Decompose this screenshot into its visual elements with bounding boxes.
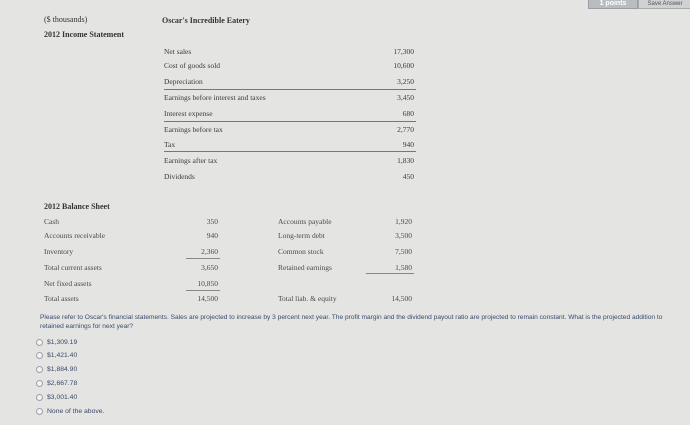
- radio-button[interactable]: [36, 394, 43, 401]
- income-row-value: 10,600: [393, 61, 414, 70]
- question-text: Please refer to Oscar's financial statements. Sales are projected to increase by 3 percent next year. The profit margin and the dividend payout ratio are projected to remain constant. What is the projected addition to retained earnings for next year?: [40, 314, 663, 330]
- divider: [186, 290, 220, 291]
- divider: [164, 89, 416, 90]
- asset-value: 2,360: [201, 247, 218, 256]
- divider: [366, 273, 414, 274]
- income-row-value: 450: [402, 172, 414, 181]
- income-row-value: 17,300: [393, 47, 414, 56]
- asset-label: Cash: [44, 217, 59, 226]
- asset-value: 10,850: [197, 279, 218, 288]
- liability-label: Total liab. & equity: [278, 294, 337, 303]
- liability-value: 7,500: [395, 247, 412, 256]
- radio-button[interactable]: [36, 408, 43, 415]
- company-name: Oscar's Incredible Eatery: [162, 16, 250, 25]
- answer-option-label: None of the above.: [47, 407, 105, 415]
- income-row-label: Earnings after tax: [164, 156, 218, 165]
- balance-sheet-title: 2012 Balance Sheet: [44, 202, 110, 211]
- asset-label: Inventory: [44, 247, 74, 256]
- liability-value: 14,500: [391, 294, 412, 303]
- answer-option-label: $1,309.19: [47, 338, 78, 346]
- income-row-label: Depreciation: [164, 77, 203, 86]
- points-indicator: 1 points: [588, 0, 638, 9]
- divider: [164, 151, 416, 152]
- income-row-value: 940: [402, 140, 414, 149]
- units-label: ($ thousands): [44, 15, 88, 24]
- income-row-label: Dividends: [164, 172, 195, 181]
- answer-option[interactable]: [36, 406, 104, 416]
- divider: [164, 121, 416, 122]
- divider: [186, 258, 220, 259]
- liability-value: 3,500: [395, 231, 412, 240]
- radio-button[interactable]: [36, 380, 43, 387]
- liability-label: Retained earnings: [278, 263, 332, 272]
- save-answer-button[interactable]: Save Answer: [638, 0, 690, 9]
- liability-value: 1,580: [395, 263, 412, 272]
- answer-option-label: $3,001.40: [47, 393, 78, 401]
- answer-option-label: $2,667.78: [47, 379, 78, 387]
- income-row-label: Earnings before tax: [164, 125, 223, 134]
- answer-option[interactable]: [36, 392, 77, 402]
- income-row-value: 2,770: [397, 125, 414, 134]
- income-row-value: 3,250: [397, 77, 414, 86]
- answer-option[interactable]: [36, 337, 77, 347]
- asset-label: Accounts receivable: [44, 231, 106, 240]
- income-row-label: Earnings before interest and taxes: [164, 93, 266, 102]
- answer-option-label: $1,421.40: [47, 351, 78, 359]
- income-row-value: 1,830: [397, 156, 414, 165]
- asset-label: Total assets: [44, 294, 79, 303]
- answer-option[interactable]: [36, 364, 77, 374]
- income-row-label: Net sales: [164, 47, 192, 56]
- liability-value: 1,920: [395, 217, 412, 226]
- asset-label: Net fixed assets: [44, 279, 92, 288]
- income-statement-title: 2012 Income Statement: [44, 30, 124, 39]
- asset-value: 350: [206, 217, 218, 226]
- asset-label: Total current assets: [44, 263, 102, 272]
- income-row-label: Interest expense: [164, 109, 213, 118]
- radio-button[interactable]: [36, 366, 43, 373]
- income-row-value: 680: [402, 109, 414, 118]
- income-row-label: Cost of goods sold: [164, 61, 221, 70]
- income-row-label: Tax: [164, 140, 176, 149]
- liability-label: Common stock: [278, 247, 324, 256]
- income-row-value: 3,450: [397, 93, 414, 102]
- liability-label: Long-term debt: [278, 231, 325, 240]
- asset-value: 3,650: [201, 263, 218, 272]
- answer-option[interactable]: [36, 378, 77, 388]
- asset-value: 14,500: [197, 294, 218, 303]
- radio-button[interactable]: [36, 339, 43, 346]
- radio-button[interactable]: [36, 352, 43, 359]
- liability-label: Accounts payable: [278, 217, 332, 226]
- answer-option[interactable]: [36, 350, 77, 360]
- answer-option-label: $1,884.90: [47, 365, 78, 373]
- asset-value: 940: [206, 231, 218, 240]
